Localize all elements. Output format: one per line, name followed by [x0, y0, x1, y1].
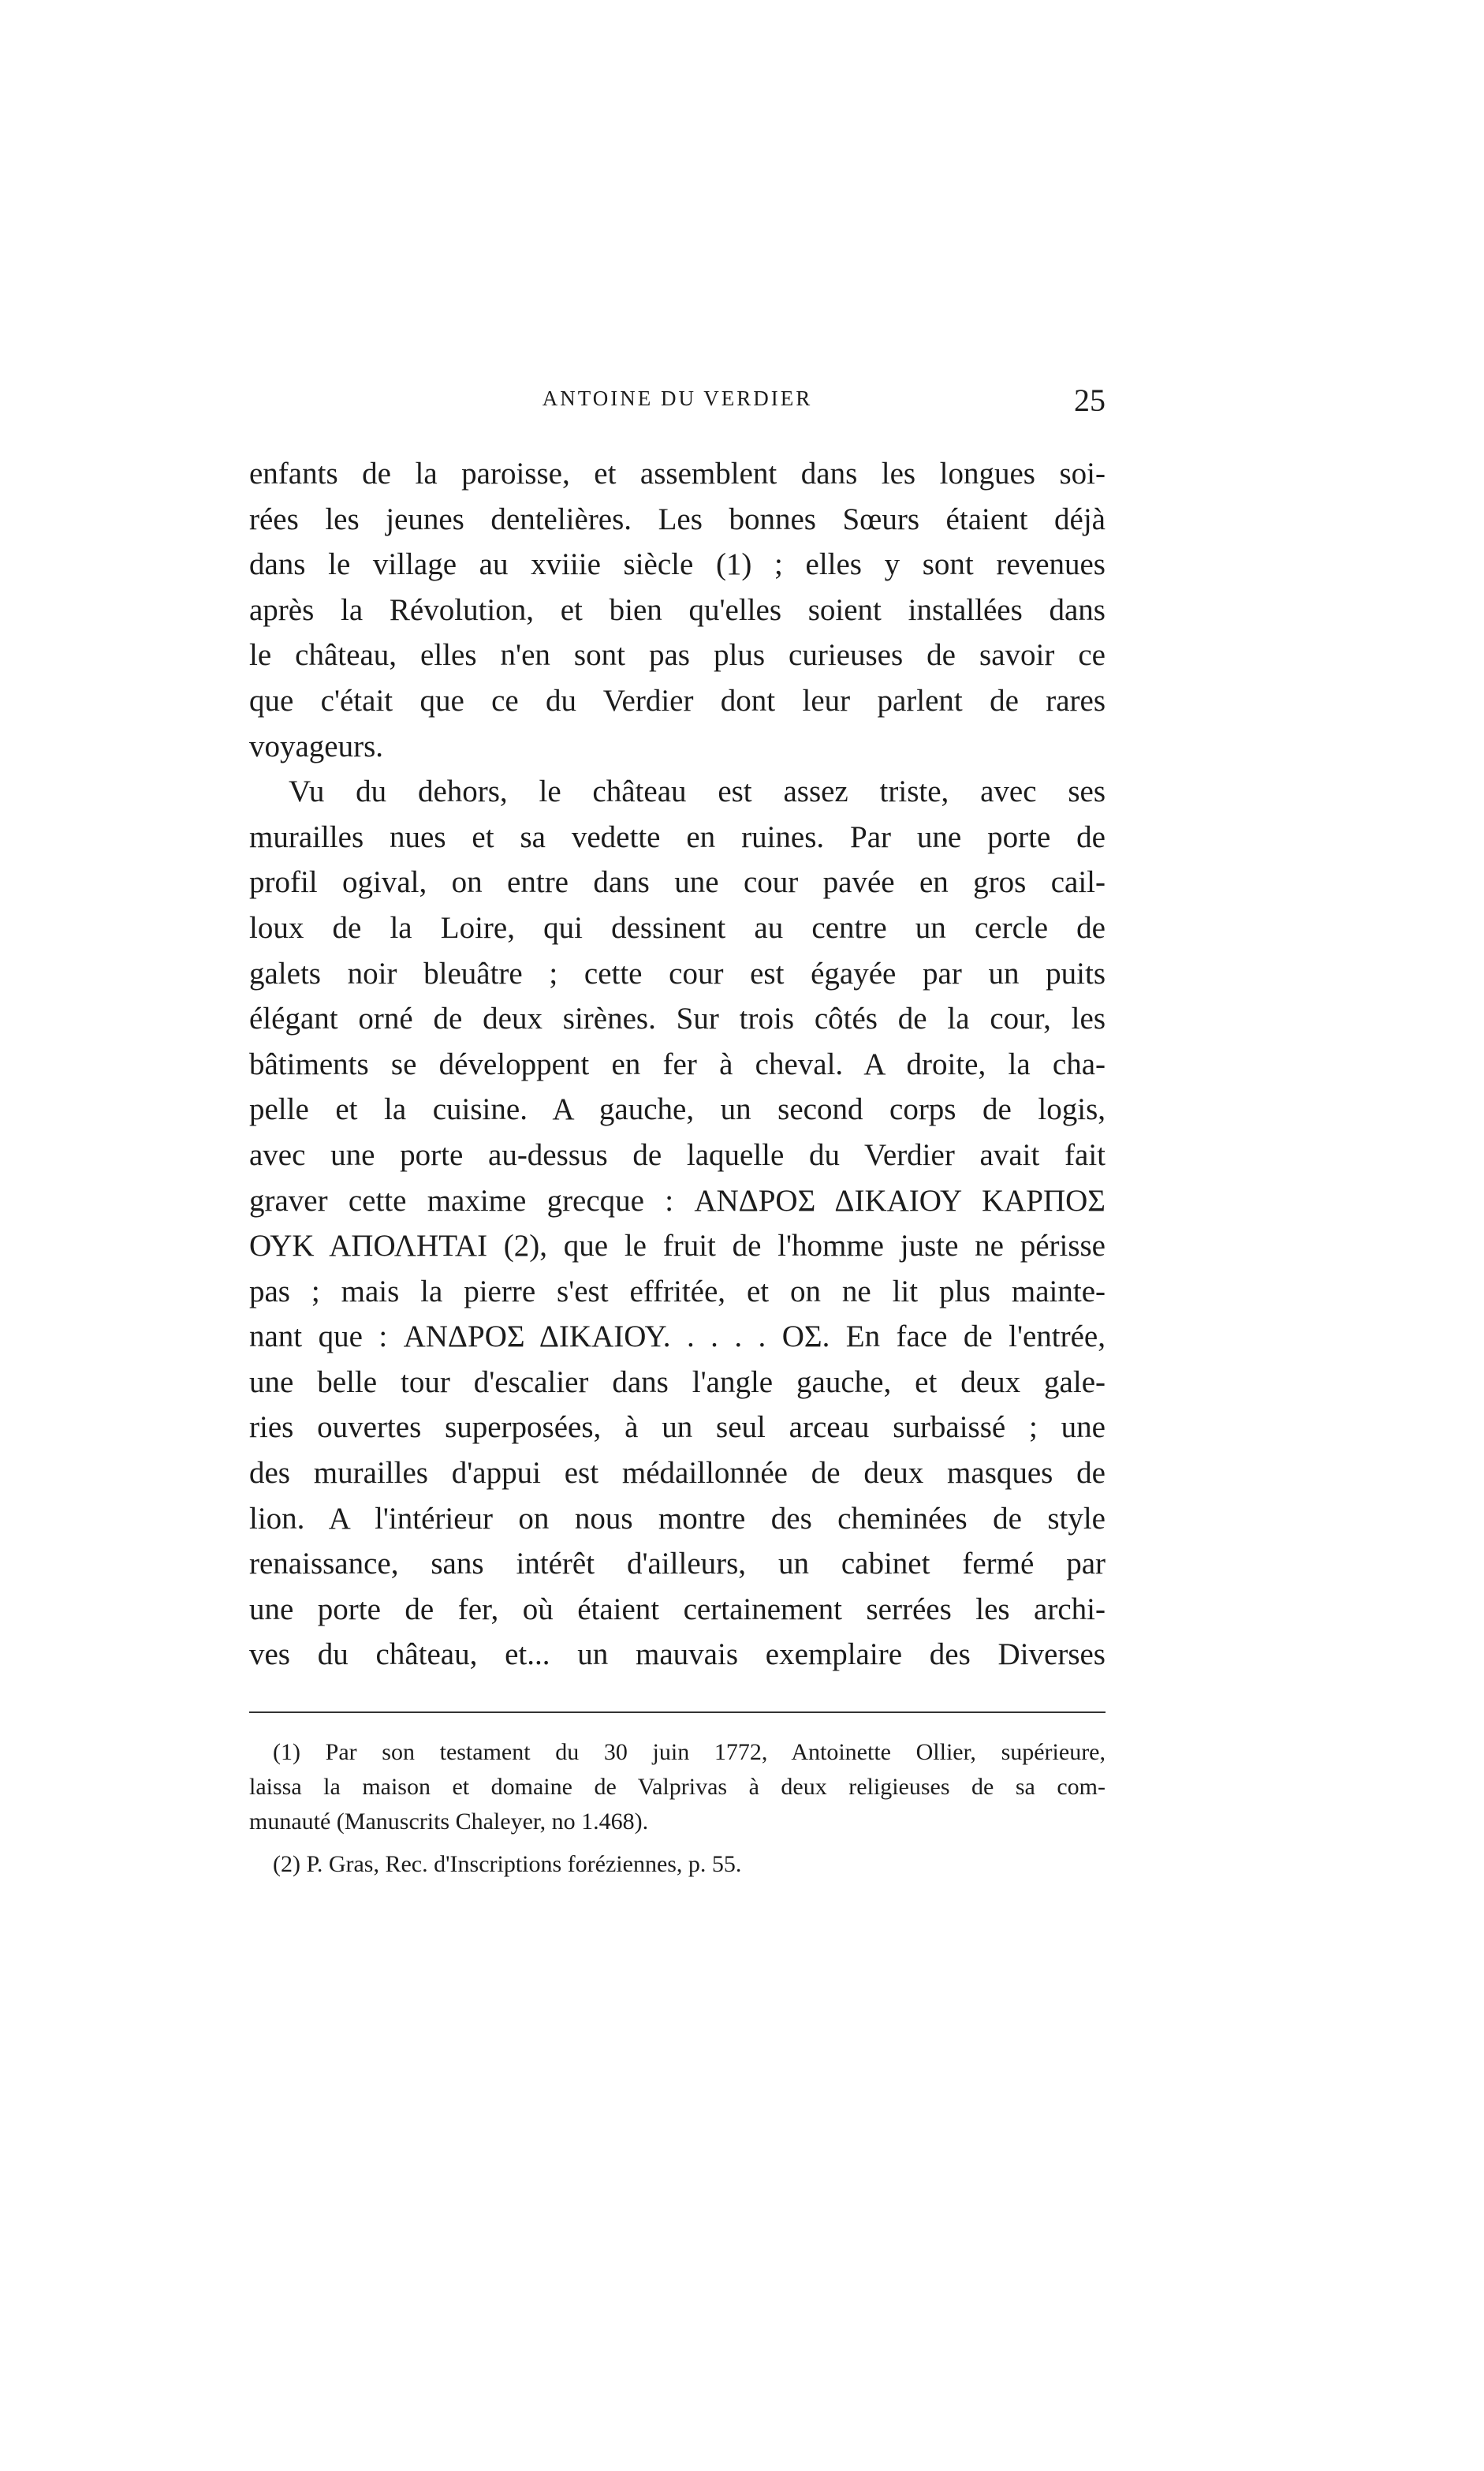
footnote-rule	[249, 1711, 1106, 1713]
text-line: pelle et la cuisine. A gauche, un second corps de logis,	[249, 1092, 1106, 1127]
text-line: enfants de la paroisse, et assemblent dans les longues soi-	[249, 457, 1106, 491]
text-line: après la Révolution, et bien qu'elles soient installées dans	[249, 592, 1106, 627]
text-line: ΟΥΚ ΑΠΟΛΗΤΑΙ (2), que le fruit de l'homme juste ne périsse	[249, 1229, 1106, 1263]
text-line: murailles nues et sa vedette en ruines. Par une porte de	[249, 819, 1106, 854]
footnote-line: (1) Par son testament du 30 juin 1772, Antoinette Ollier, supérieure,	[273, 1739, 1106, 1765]
text-line: profil ogival, on entre dans une cour pavée en gros cail-	[249, 865, 1106, 900]
text-line: rées les jeunes dentelières. Les bonnes Sœurs étaient déjà	[249, 502, 1106, 536]
text-line: graver cette maxime grecque : ΑΝΔΡΟΣ ΔΙΚΑΙΟΥ ΚΑΡΠΟΣ	[249, 1183, 1106, 1218]
text-line: nant que : ΑΝΔΡΟΣ ΔΙΚΑΙΟΥ. . . . . ΟΣ. En face de l'entrée,	[249, 1319, 1106, 1354]
footnote-line: laissa la maison et domaine de Valprivas à deux religieuses de sa com-	[249, 1774, 1106, 1800]
text-line: voyageurs.	[249, 729, 384, 763]
text-line: ries ouvertes superposées, à un seul arceau surbaissé ; une	[249, 1410, 1106, 1445]
text-line: loux de la Loire, qui dessinent au centre un cercle de	[249, 910, 1106, 945]
text-line: élégant orné de deux sirènes. Sur trois côtés de la cour, les	[249, 1002, 1106, 1036]
text-line: galets noir bleuâtre ; cette cour est égayée par un puits	[249, 956, 1106, 991]
text-line: renaissance, sans intérêt d'ailleurs, un cabinet fermé par	[249, 1547, 1106, 1581]
footnote-line: munauté (Manuscrits Chaleyer, no 1.468).	[249, 1808, 649, 1835]
text-line: pas ; mais la pierre s'est effritée, et on ne lit plus mainte-	[249, 1274, 1106, 1308]
text-line: bâtiments se développent en fer à cheval. A droite, la cha-	[249, 1047, 1106, 1081]
text-line: lion. A l'intérieur on nous montre des cheminées de style	[249, 1501, 1106, 1536]
running-title: ANTOINE DU VERDIER	[542, 386, 813, 410]
text-line: avec une porte au-dessus de laquelle du Verdier avait fait	[249, 1137, 1106, 1172]
body-text	[249, 451, 1106, 1678]
page-number: 25	[1074, 383, 1106, 418]
text-line: une belle tour d'escalier dans l'angle gauche, et deux gale-	[249, 1364, 1106, 1399]
text-line: que c'était que ce du Verdier dont leur parlent de rares	[249, 683, 1106, 718]
text-line: des murailles d'appui est médaillonnée de deux masques de	[249, 1456, 1106, 1491]
text-line: Vu du dehors, le château est assez triste, avec ses	[289, 775, 1106, 809]
text-line: une porte de fer, où étaient certainement serrées les archi-	[249, 1592, 1106, 1626]
text-line: ves du château, et... un mauvais exemplaire des Diverses	[249, 1637, 1106, 1672]
footnote-line: (2) P. Gras, Rec. d'Inscriptions foréziennes, p. 55.	[273, 1851, 742, 1877]
page-header	[249, 382, 1106, 429]
text-line: le château, elles n'en sont pas plus curieuses de savoir ce	[249, 638, 1106, 673]
text-line: dans le village au xviiie siècle (1) ; elles y sont revenues	[249, 547, 1106, 582]
footnotes	[249, 1735, 1106, 1882]
